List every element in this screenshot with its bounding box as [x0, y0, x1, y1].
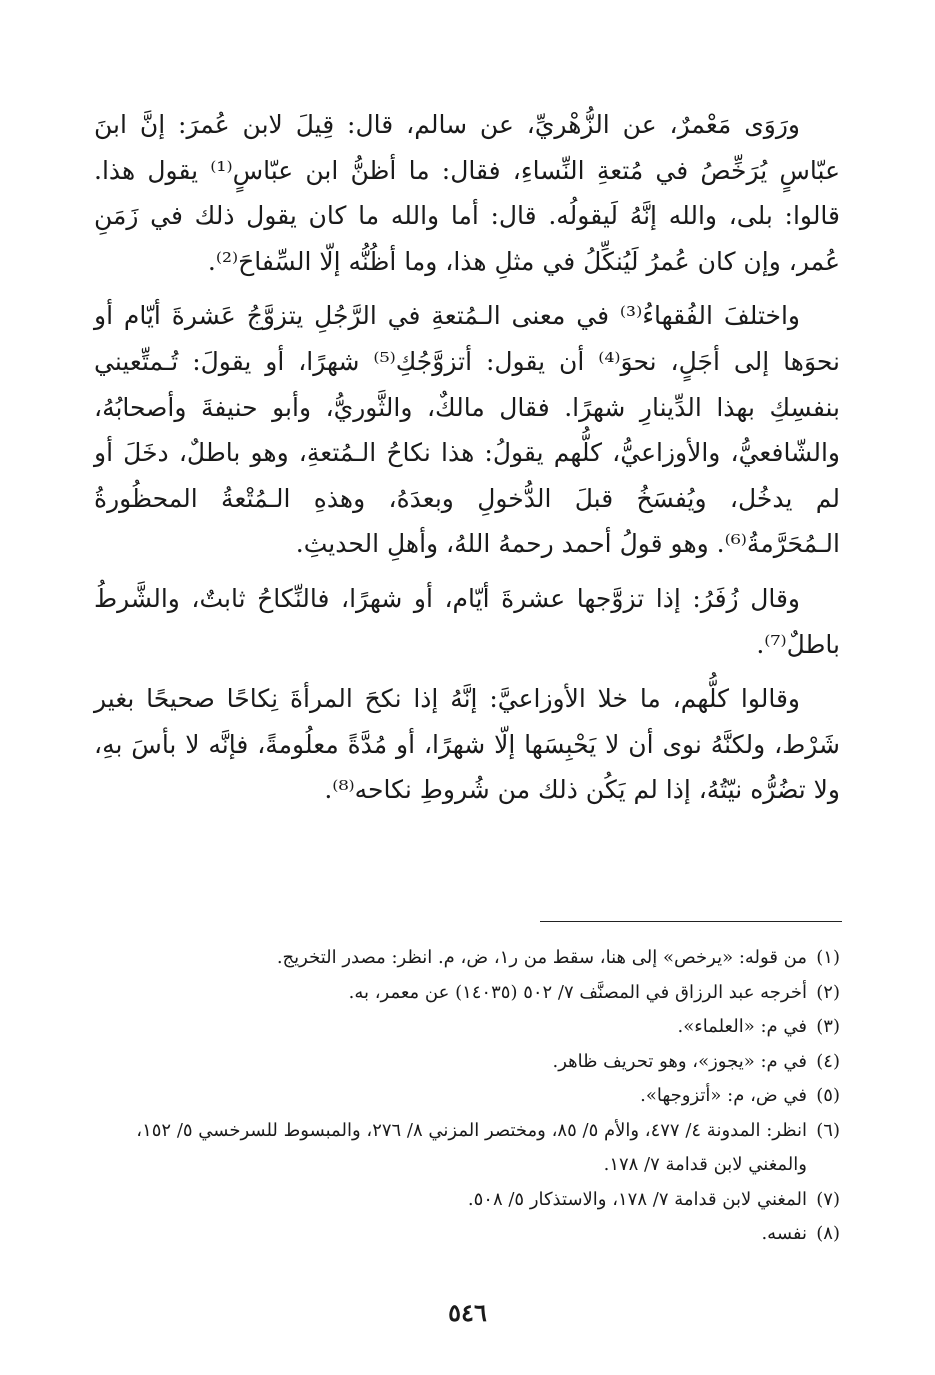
footnote	[94, 1010, 840, 1045]
footnote-number: (٢)	[816, 981, 840, 1003]
footnote	[94, 941, 840, 976]
footnote	[94, 1045, 840, 1080]
page-number: ٥٤٦	[448, 1298, 487, 1327]
footnote-text: نفسه.	[761, 1223, 807, 1244]
paragraph: وقال زُفَرُ: إذا تزوَّجها عشرةَ أيّام، أو شهرًا، فالنِّكاحُ ثابتٌ، والشَّرطُ باطلٌ⁽⁷⁾.	[94, 583, 840, 659]
footnote-continuation: والمغني لابن قدامة ٧/ ١٧٨.	[603, 1154, 807, 1175]
footnotes	[94, 941, 840, 1252]
footnote-separator	[540, 921, 842, 922]
footnote	[94, 976, 840, 1011]
footnote	[94, 1114, 840, 1149]
paragraph: ورَوَى مَعْمرٌ، عن الزُّهْريِّ، عن سالم، قال: قِيلَ لابن عُمرَ: إنَّ ابنَ عبّاسٍ يُرَخِّصُ في مُتعةِ النِّساءِ، فقال: ما أظنُّ ابن عبّاسٍ⁽¹⁾ يقول هذا. قالوا: بلى، والله إنَّهُ لَيقولُه. قال: أما والله ما كان يقول ذلك في زَمَنِ عُمر، وإن كان عُمرُ لَيُنكِّلُ في مثلِ هذا، وما أظُنُّه إلّا السِّفاحَ⁽²⁾.	[94, 110, 841, 276]
footnote-number: (٦)	[816, 1119, 840, 1141]
footnote-text: أخرجه عبد الرزاق في المصنَّف ٧/ ٥٠٢ (١٤٠٣٥) عن معمر، به.	[348, 981, 807, 1003]
footnote-text: من قوله: «يرخص» إلى هنا، سقط من ر١، ض، م. انظر: مصدر التخريج.	[276, 947, 807, 968]
main-text	[94, 102, 840, 822]
footnote-text: في م: «يجوز»، وهو تحريف ظاهر.	[552, 1050, 807, 1072]
footnote-number: (٧)	[816, 1188, 840, 1210]
footnote-number: (٥)	[816, 1085, 840, 1106]
paragraph: واختلفَ الفُقهاءُ⁽³⁾ في معنى الـمُتعةِ في الرَّجُلِ يتزوَّجُ عَشرةَ أيّام أو نحوَها إلى أجَلٍ، نحوَ⁽⁴⁾ أن يقول: أتزوَّجُكِ⁽⁵⁾ شهرًا، أو يقولَ: تُـمتِّعيني بنفسِكِ بهذا الدِّينارِ شهرًا. فقال مالكٌ، والثَّوريُّ، وأبو حنيفةَ وأصحابُهُ، والشّافعيُّ، والأوزاعيُّ، كلُّهم يقولُ: هذا نكاحُ الـمُتعةِ، وهو باطلٌ، دخَلَ أو لم يدخُل، ويُفسَخُ قبلَ الدُّخولِ وبعدَهُ، وهذهِ الـمُتْعةُ المحظُورةُ الـمُحَرَّمةُ⁽⁶⁾. وهو قولُ أحمد رحمهُ اللهُ، وأهلِ الحديثِ.	[94, 301, 840, 559]
footnote	[94, 1079, 840, 1114]
footnote-number: (٤)	[816, 1050, 840, 1072]
footnote-number: (١)	[816, 947, 840, 968]
footnote	[94, 1217, 840, 1252]
footnote-number: (٣)	[816, 1016, 840, 1037]
footnote-text: في ض، م: «أتزوجها».	[640, 1085, 807, 1106]
footnote-text: انظر: المدونة ٤/ ٤٧٧، والأم ٥/ ٨٥، ومختصر المزني ٨/ ٢٧٦، والمبسوط للسرخسي ٥/ ١٥٢،	[136, 1119, 807, 1141]
footnote-number: (٨)	[816, 1223, 840, 1244]
paragraph: وقالوا كلُّهم، ما خلا الأوزاعيَّ: إنَّهُ إذا نكحَ المرأةَ نِكاحًا صحيحًا بغير شَرْط، ولكنَّهُ نوى أن لا يَحْبِسَها إلّا شهرًا، أو مُدَّةً معلُومةً، فإنَّه لا بأسَ بهِ، ولا تضُرُّه نيّتُهُ، إذا لم يَكُن ذلك من شُروطِ نكاحه⁽⁸⁾.	[94, 684, 840, 805]
footnote-text: المغني لابن قدامة ٧/ ١٧٨، والاستذكار ٥/ ٥٠٨.	[467, 1188, 807, 1210]
footnote-text: في م: «العلماء».	[677, 1016, 807, 1037]
footnote	[94, 1183, 840, 1218]
